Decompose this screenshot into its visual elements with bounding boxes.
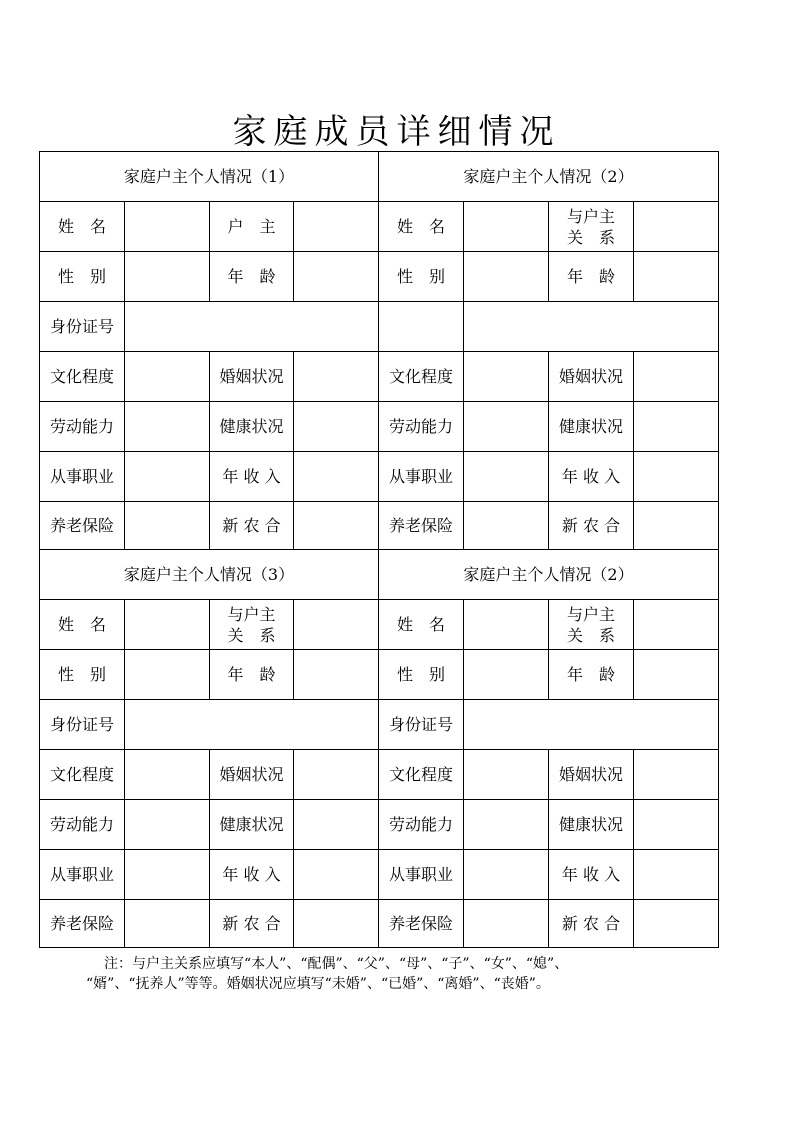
section-header: 家庭户主个人情况（2） xyxy=(379,550,719,600)
form-row xyxy=(40,252,719,302)
field-label: 养老保险 xyxy=(379,502,464,550)
section-header-row xyxy=(40,550,719,600)
id-number-field[interactable] xyxy=(125,302,379,352)
field-label: 婚姻状况 xyxy=(210,352,294,402)
section-header: 家庭户主个人情况（3） xyxy=(40,550,379,600)
field-label: 身份证号 xyxy=(379,700,464,750)
field-value[interactable] xyxy=(294,252,379,302)
form-row xyxy=(40,402,719,452)
field-label: 新 农 合 xyxy=(549,900,634,948)
field-label: 文化程度 xyxy=(379,750,464,800)
field-label: 年 收 入 xyxy=(210,850,294,900)
field-value[interactable] xyxy=(464,800,549,850)
field-value[interactable] xyxy=(634,502,719,550)
field-value[interactable] xyxy=(125,202,210,252)
field-value[interactable] xyxy=(294,402,379,452)
section-header: 家庭户主个人情况（2） xyxy=(379,152,719,202)
field-value[interactable] xyxy=(125,502,210,550)
field-label: 性 别 xyxy=(379,252,464,302)
field-value[interactable] xyxy=(294,750,379,800)
field-label: 户 主 xyxy=(210,202,294,252)
field-value[interactable] xyxy=(125,252,210,302)
field-value[interactable] xyxy=(464,850,549,900)
page-title: 家庭成员详细情况 xyxy=(232,112,561,152)
field-label: 与户主 关 系 xyxy=(210,600,294,650)
footnote xyxy=(64,954,754,994)
field-label: 年 龄 xyxy=(549,252,634,302)
field-value[interactable] xyxy=(634,452,719,502)
field-label: 从事职业 xyxy=(379,452,464,502)
field-label: 婚姻状况 xyxy=(549,352,634,402)
field-label: 文化程度 xyxy=(40,750,125,800)
field-label: 性 别 xyxy=(40,252,125,302)
field-label: 姓 名 xyxy=(379,202,464,252)
field-label: 婚姻状况 xyxy=(549,750,634,800)
section-header-row xyxy=(40,152,719,202)
field-label: 婚姻状况 xyxy=(210,750,294,800)
family-members-form xyxy=(39,151,719,948)
field-label: 健康状况 xyxy=(210,800,294,850)
field-label: 劳动能力 xyxy=(379,800,464,850)
field-value[interactable] xyxy=(294,600,379,650)
field-value[interactable] xyxy=(464,502,549,550)
field-label xyxy=(379,302,464,352)
field-label: 从事职业 xyxy=(379,850,464,900)
field-value[interactable] xyxy=(634,900,719,948)
field-label: 姓 名 xyxy=(40,202,125,252)
field-value[interactable] xyxy=(125,900,210,948)
field-value[interactable] xyxy=(125,650,210,700)
footnote-line-1: 注：与户主关系应填写“本人”、“配偶”、“父”、“母”、“子”、“女”、“媳”、 xyxy=(104,956,569,972)
form-row xyxy=(40,452,719,502)
field-value[interactable] xyxy=(294,452,379,502)
field-label: 新 农 合 xyxy=(549,502,634,550)
form-row xyxy=(40,600,719,650)
field-value[interactable] xyxy=(125,600,210,650)
field-value[interactable] xyxy=(634,402,719,452)
field-value[interactable] xyxy=(125,750,210,800)
field-value[interactable] xyxy=(464,900,549,948)
field-value[interactable] xyxy=(634,252,719,302)
field-value[interactable] xyxy=(634,650,719,700)
field-label: 劳动能力 xyxy=(379,402,464,452)
field-label: 性 别 xyxy=(379,650,464,700)
field-value[interactable] xyxy=(294,800,379,850)
field-label: 新 农 合 xyxy=(210,900,294,948)
field-label: 与户主 关 系 xyxy=(549,600,634,650)
field-value[interactable] xyxy=(634,352,719,402)
field-value[interactable] xyxy=(464,202,549,252)
id-number-field[interactable] xyxy=(125,700,379,750)
field-value[interactable] xyxy=(634,850,719,900)
field-value[interactable] xyxy=(125,352,210,402)
field-value[interactable] xyxy=(464,750,549,800)
field-label: 身份证号 xyxy=(40,700,125,750)
field-label: 从事职业 xyxy=(40,850,125,900)
section-header: 家庭户主个人情况（1） xyxy=(40,152,379,202)
field-label: 劳动能力 xyxy=(40,402,125,452)
form-row xyxy=(40,700,719,750)
field-label: 与户主 关 系 xyxy=(549,202,634,252)
form-row xyxy=(40,302,719,352)
id-number-field[interactable] xyxy=(464,302,719,352)
form-row xyxy=(40,650,719,700)
field-label: 文化程度 xyxy=(40,352,125,402)
field-value[interactable] xyxy=(294,650,379,700)
field-value[interactable] xyxy=(634,800,719,850)
field-value[interactable] xyxy=(294,900,379,948)
field-value[interactable] xyxy=(294,352,379,402)
field-value[interactable] xyxy=(125,850,210,900)
field-label: 新 农 合 xyxy=(210,502,294,550)
field-label: 健康状况 xyxy=(549,800,634,850)
field-label: 年 收 入 xyxy=(210,452,294,502)
form-row xyxy=(40,502,719,550)
field-label: 养老保险 xyxy=(379,900,464,948)
field-value[interactable] xyxy=(125,452,210,502)
field-value[interactable] xyxy=(464,600,549,650)
field-label: 姓 名 xyxy=(379,600,464,650)
field-label: 姓 名 xyxy=(40,600,125,650)
field-value[interactable] xyxy=(464,650,549,700)
field-label: 性 别 xyxy=(40,650,125,700)
field-label: 健康状况 xyxy=(210,402,294,452)
id-number-field[interactable] xyxy=(464,700,719,750)
field-value[interactable] xyxy=(294,202,379,252)
field-value[interactable] xyxy=(125,800,210,850)
form-row xyxy=(40,352,719,402)
field-label: 劳动能力 xyxy=(40,800,125,850)
field-value[interactable] xyxy=(294,502,379,550)
field-label: 养老保险 xyxy=(40,900,125,948)
field-value[interactable] xyxy=(634,600,719,650)
form-row xyxy=(40,800,719,850)
field-label: 养老保险 xyxy=(40,502,125,550)
form-row xyxy=(40,900,719,948)
field-label: 年 收 入 xyxy=(549,850,634,900)
field-label: 年 龄 xyxy=(549,650,634,700)
footnote-line-2: “婿”、“抚养人”等等。婚姻状况应填写“未婚”、“已婚”、“离婚”、“丧婚”。 xyxy=(86,976,550,992)
field-label: 年 龄 xyxy=(210,650,294,700)
field-value[interactable] xyxy=(464,452,549,502)
field-value[interactable] xyxy=(125,402,210,452)
field-label: 从事职业 xyxy=(40,452,125,502)
field-label: 年 收 入 xyxy=(549,452,634,502)
field-value[interactable] xyxy=(464,252,549,302)
form-row xyxy=(40,750,719,800)
field-label: 文化程度 xyxy=(379,352,464,402)
field-value[interactable] xyxy=(294,850,379,900)
form-row xyxy=(40,202,719,252)
field-label: 健康状况 xyxy=(549,402,634,452)
field-value[interactable] xyxy=(634,202,719,252)
field-label: 身份证号 xyxy=(40,302,125,352)
field-label: 年 龄 xyxy=(210,252,294,302)
field-value[interactable] xyxy=(464,402,549,452)
field-value[interactable] xyxy=(464,352,549,402)
field-value[interactable] xyxy=(634,750,719,800)
form-row xyxy=(40,850,719,900)
